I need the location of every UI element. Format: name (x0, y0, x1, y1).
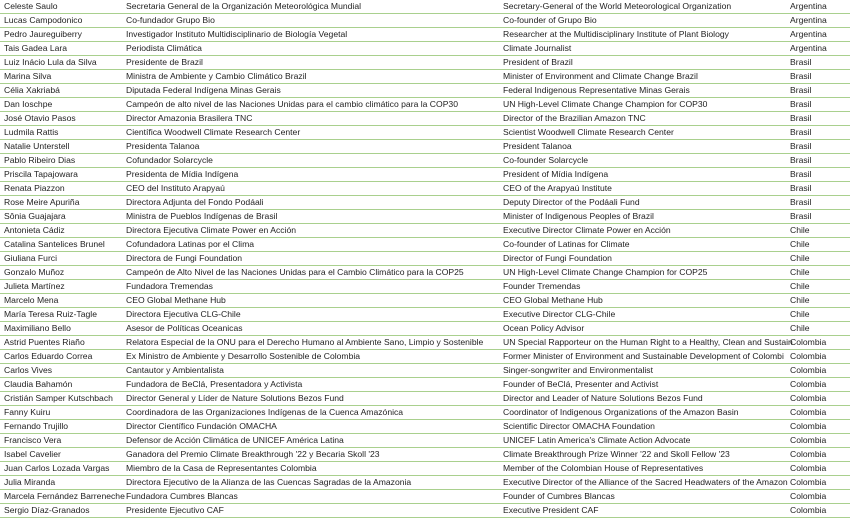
cell-country[interactable]: Brasil (790, 141, 812, 151)
cell-role-es[interactable]: Director General y Líder de Nature Solutions Bezos Fund (126, 393, 344, 403)
cell-name[interactable]: Pablo Ribeiro Dias (4, 155, 76, 165)
cell-name[interactable]: Natalie Unterstell (4, 141, 70, 151)
cell-country[interactable]: Brasil (790, 211, 812, 221)
cell-role-es[interactable]: Presidente Ejecutivo CAF (126, 505, 224, 515)
cell-role-en[interactable]: Member of the Colombian House of Representatives (503, 463, 704, 473)
cell-role-es[interactable]: Campeón de Alto Nivel de las Naciones Unidas para el Cambio Climático para la COP25 (126, 267, 464, 277)
cell-role-es[interactable]: Asesor de Políticas Oceanicas (126, 323, 243, 333)
cell-name[interactable]: Cristián Samper Kutschbach (4, 393, 113, 403)
cell-role-en[interactable]: Former Minister of Environment and Sustainable Development of Colombi (503, 351, 784, 361)
cell-name[interactable]: Renata Piazzon (4, 183, 65, 193)
cell-country[interactable]: Chile (790, 309, 810, 319)
cell-role-en[interactable]: Researcher at the Multidisciplinary Institute of Plant Biology (503, 29, 729, 39)
cell-role-en[interactable]: UN Special Rapporteur on the Human Right to a Healthy, Clean and Sustain (503, 337, 793, 347)
cell-name[interactable]: Priscila Tapajowara (4, 169, 78, 179)
table-row (0, 28, 850, 42)
cell-role-es[interactable]: Directora de Fungi Foundation (126, 253, 243, 263)
table-row (0, 42, 850, 56)
cell-name[interactable]: Claudia Bahamón (4, 379, 73, 389)
cell-role-en[interactable]: Scientist Woodwell Climate Research Center (503, 127, 674, 137)
cell-role-es[interactable]: Cofundadora Latinas por el Clima (126, 239, 255, 249)
table-row (0, 210, 850, 224)
cell-name[interactable]: María Teresa Ruiz-Tagle (4, 309, 97, 319)
cell-role-es[interactable]: Presidente de Brazil (126, 57, 203, 67)
cell-role-en[interactable]: Founder Tremendas (503, 281, 581, 291)
cell-role-en[interactable]: Executive Director of the Alliance of the Sacred Headwaters of the Amazon (503, 477, 788, 487)
cell-role-es[interactable]: Co-fundador Grupo Bio (126, 15, 215, 25)
table-row (0, 84, 850, 98)
table-row (0, 182, 850, 196)
cell-role-es[interactable]: Relatora Especial de la ONU para el Derecho Humano al Ambiente Sano, Limpio y Sostenible (126, 337, 484, 347)
cell-country[interactable]: Brasil (790, 169, 812, 179)
cell-country[interactable]: Colombia (790, 337, 827, 347)
table-row (0, 196, 850, 210)
cell-name[interactable]: Luiz Inácio Lula da Silva (4, 57, 97, 67)
cell-country[interactable]: Colombia (790, 463, 827, 473)
cell-role-es[interactable]: Directora Ejecutivo de la Alianza de las Cuencas Sagradas de la Amazonia (126, 477, 412, 487)
cell-country[interactable]: Brasil (790, 99, 812, 109)
cell-country[interactable]: Argentina (790, 29, 827, 39)
cell-role-en[interactable]: Singer-songwriter and Environmentalist (503, 365, 653, 375)
cell-role-en[interactable]: CEO of the Arapyaú Institute (503, 183, 612, 193)
cell-country[interactable]: Colombia (790, 379, 827, 389)
cell-role-es[interactable]: Ministra de Pueblos Indígenas de Brasil (126, 211, 278, 221)
cell-name[interactable]: Julieta Martínez (4, 281, 65, 291)
table-row (0, 168, 850, 182)
cell-country[interactable]: Colombia (790, 393, 827, 403)
cell-role-en[interactable]: UN High-Level Climate Change Champion for COP30 (503, 99, 708, 109)
cell-country[interactable]: Brasil (790, 71, 812, 81)
cell-role-es[interactable]: Ex Ministro de Ambiente y Desarrollo Sostenible de Colombia (126, 351, 361, 361)
cell-role-es[interactable]: Ganadora del Premio Climate Breakthrough '22 y Becaria Skoll '23 (126, 449, 380, 459)
cell-name[interactable]: Fanny Kuiru (4, 407, 51, 417)
cell-role-es[interactable]: CEO Global Methane Hub (126, 295, 226, 305)
cell-country[interactable]: Chile (790, 323, 810, 333)
table-row (0, 266, 850, 280)
cell-country[interactable]: Brasil (790, 127, 812, 137)
cell-role-en[interactable]: Director and Leader of Nature Solutions Bezos Fund (503, 393, 703, 403)
table-row (0, 14, 850, 28)
cell-role-en[interactable]: Executive Director CLG-Chile (503, 309, 616, 319)
cell-country[interactable]: Brasil (790, 57, 812, 67)
cell-name[interactable]: Marina Silva (4, 71, 52, 81)
cell-role-en[interactable]: CEO Global Methane Hub (503, 295, 603, 305)
cell-role-en[interactable]: Deputy Director of the Podáali Fund (503, 197, 640, 207)
cell-name[interactable]: Marcelo Mena (4, 295, 59, 305)
table-row (0, 140, 850, 154)
table-row (0, 406, 850, 420)
cell-role-es[interactable]: Directora Adjunta del Fondo Podáali (126, 197, 264, 207)
table-row (0, 378, 850, 392)
cell-role-en[interactable]: UNICEF Latin America's Climate Action Advocate (503, 435, 691, 445)
cell-role-es[interactable]: Fundadora Cumbres Blancas (126, 491, 238, 501)
cell-role-en[interactable]: Climate Journalist (503, 43, 572, 53)
cell-country[interactable]: Brasil (790, 85, 812, 95)
cell-country[interactable]: Argentina (790, 15, 827, 25)
cell-role-en[interactable]: Executive President CAF (503, 505, 599, 515)
cell-country[interactable]: Chile (790, 225, 810, 235)
table-row (0, 98, 850, 112)
table-row (0, 280, 850, 294)
cell-country[interactable]: Chile (790, 281, 810, 291)
cell-role-en[interactable]: Co-founder of Grupo Bio (503, 15, 597, 25)
cell-name[interactable]: Isabel Cavelier (4, 449, 61, 459)
cell-role-es[interactable]: CEO del Instituto Arapyaú (126, 183, 225, 193)
cell-role-es[interactable]: Fundadora Tremendas (126, 281, 213, 291)
cell-name[interactable]: Juan Carlos Lozada Vargas (4, 463, 110, 473)
cell-name[interactable]: Ludmila Rattis (4, 127, 59, 137)
cell-country[interactable]: Brasil (790, 183, 812, 193)
cell-role-es[interactable]: Coordinadora de las Organizaciones Indígenas de la Cuenca Amazónica (126, 407, 404, 417)
cell-role-es[interactable]: Director Amazonia Brasilera TNC (126, 113, 253, 123)
cell-country[interactable]: Colombia (790, 421, 827, 431)
cell-name[interactable]: Astrid Puentes Riaño (4, 337, 85, 347)
cell-country[interactable]: Colombia (790, 407, 827, 417)
cell-role-en[interactable]: UN High-Level Climate Change Champion for COP25 (503, 267, 708, 277)
cell-name[interactable]: Tais Gadea Lara (4, 43, 68, 53)
cell-role-en[interactable]: President Talanoa (503, 141, 572, 151)
cell-role-es[interactable]: Científica Woodwell Climate Research Center (126, 127, 301, 137)
table-row (0, 350, 850, 364)
cell-role-es[interactable]: Cantautor y Ambientalista (126, 365, 224, 375)
cell-name[interactable]: Celeste Saulo (4, 1, 58, 11)
cell-country[interactable]: Colombia (790, 491, 827, 501)
cell-role-en[interactable]: Ocean Policy Advisor (503, 323, 585, 333)
table-row (0, 70, 850, 84)
cell-country[interactable]: Argentina (790, 1, 827, 11)
cell-country[interactable]: Brasil (790, 197, 812, 207)
table-row (0, 308, 850, 322)
table-row (0, 56, 850, 70)
cell-name[interactable]: Giuliana Furci (4, 253, 58, 263)
table-row (0, 112, 850, 126)
table-row (0, 252, 850, 266)
table-row (0, 126, 850, 140)
cell-role-en[interactable]: Coordinator of Indigenous Organizations of the Amazon Basin (503, 407, 739, 417)
cell-name[interactable]: Marcela Fernández Barreneche (4, 491, 125, 501)
cell-country[interactable]: Colombia (790, 435, 827, 445)
table-row (0, 504, 850, 518)
cell-role-es[interactable]: Cofundador Solarcycle (126, 155, 213, 165)
cell-country[interactable]: Colombia (790, 449, 827, 459)
cell-role-en[interactable]: Co-founder of Latinas for Climate (503, 239, 630, 249)
cell-name[interactable]: Antonieta Cádiz (4, 225, 65, 235)
table-row (0, 224, 850, 238)
cell-role-es[interactable]: Ministra de Ambiente y Cambio Climático Brazil (126, 71, 307, 81)
cell-role-es[interactable]: Directora Ejecutiva Climate Power en Acción (126, 225, 297, 235)
cell-role-en[interactable]: Founder of Cumbres Blancas (503, 491, 615, 501)
cell-role-en[interactable]: Co-founder Solarcycle (503, 155, 589, 165)
cell-country[interactable]: Chile (790, 267, 810, 277)
cell-name[interactable]: José Otavio Pasos (4, 113, 76, 123)
cell-role-en[interactable]: Minister of Indigenous Peoples of Brazil (503, 211, 654, 221)
cell-role-en[interactable]: Minister of Environment and Climate Change Brazil (503, 71, 698, 81)
cell-role-es[interactable]: Secretaria General de la Organización Meteorológica Mundial (126, 1, 362, 11)
cell-role-en[interactable]: Secretary-General of the World Meteorological Organization (503, 1, 732, 11)
table-row (0, 336, 850, 350)
cell-name[interactable]: Rose Meire Apuriña (4, 197, 80, 207)
table-row (0, 364, 850, 378)
cell-name[interactable]: Maximiliano Bello (4, 323, 71, 333)
cell-name[interactable]: Lucas Campodonico (4, 15, 83, 25)
cell-role-es[interactable]: Directora Ejecutiva CLG-Chile (126, 309, 241, 319)
cell-role-es[interactable]: Fundadora de BeClá, Presentadora y Activista (126, 379, 303, 389)
cell-role-es[interactable]: Director Científico Fundación OMACHA (126, 421, 277, 431)
cell-role-en[interactable]: Climate Breakthrough Prize Winner '22 and Skoll Fellow '23 (503, 449, 730, 459)
cell-role-es[interactable]: Investigador Instituto Multidisciplinario de Biología Vegetal (126, 29, 348, 39)
cell-role-en[interactable]: Director of the Brazilian Amazon TNC (503, 113, 646, 123)
cell-country[interactable]: Argentina (790, 43, 827, 53)
cell-name[interactable]: Célia Xakriabá (4, 85, 60, 95)
cell-country[interactable]: Colombia (790, 351, 827, 361)
cell-country[interactable]: Colombia (790, 365, 827, 375)
cell-role-en[interactable]: President of Brazil (503, 57, 573, 67)
cell-role-en[interactable]: Scientific Director OMACHA Foundation (503, 421, 655, 431)
table-row (0, 462, 850, 476)
cell-name[interactable]: Carlos Vives (4, 365, 53, 375)
table-row (0, 476, 850, 490)
cell-country[interactable]: Brasil (790, 113, 812, 123)
cell-name[interactable]: Pedro Jaureguiberry (4, 29, 82, 39)
table-row (0, 154, 850, 168)
cell-name[interactable]: Dan Ioschpe (4, 99, 53, 109)
cell-role-en[interactable]: Executive Director Climate Power en Acción (503, 225, 671, 235)
cell-country[interactable]: Colombia (790, 505, 827, 515)
table-row (0, 238, 850, 252)
cell-name[interactable]: Catalina Santelices Brunel (4, 239, 105, 249)
cell-name[interactable]: Francisco Vera (4, 435, 62, 445)
cell-country[interactable]: Chile (790, 239, 810, 249)
table-row (0, 322, 850, 336)
cell-role-en[interactable]: Federal Indigenous Representative Minas Gerais (503, 85, 690, 95)
table-row (0, 434, 850, 448)
cell-country[interactable]: Chile (790, 295, 810, 305)
cell-role-es[interactable]: Defensor de Acción Climática de UNICEF América Latina (126, 435, 344, 445)
cell-name[interactable]: Gonzalo Muñoz (4, 267, 65, 277)
cell-country[interactable]: Colombia (790, 477, 827, 487)
cell-name[interactable]: Sônia Guajajara (4, 211, 66, 221)
table-row (0, 448, 850, 462)
table-row (0, 420, 850, 434)
cell-role-es[interactable]: Presidenta Talanoa (126, 141, 200, 151)
table-row (0, 294, 850, 308)
cell-name[interactable]: Julia Miranda (4, 477, 56, 487)
cell-role-en[interactable]: Founder of BeClá, Presenter and Activist (503, 379, 659, 389)
cell-role-en[interactable]: Director of Fungi Foundation (503, 253, 612, 263)
cell-country[interactable]: Chile (790, 253, 810, 263)
table-row (0, 392, 850, 406)
cell-role-es[interactable]: Periodista Climática (126, 43, 202, 53)
table-row (0, 490, 850, 504)
table-row (0, 0, 850, 14)
cell-name[interactable]: Carlos Eduardo Correa (4, 351, 93, 361)
cell-country[interactable]: Brasil (790, 155, 812, 165)
cell-role-es[interactable]: Miembro de la Casa de Representantes Colombia (126, 463, 317, 473)
cell-role-es[interactable]: Presidenta de Mídia Indígena (126, 169, 239, 179)
cell-role-es[interactable]: Diputada Federal Indígena Minas Gerais (126, 85, 281, 95)
cell-role-en[interactable]: President of Mídia Indígena (503, 169, 609, 179)
cell-name[interactable]: Sergio Díaz-Granados (4, 505, 90, 515)
cell-role-es[interactable]: Campeón de alto nivel de las Naciones Unidas para el cambio climático para la COP30 (126, 99, 458, 109)
cell-name[interactable]: Fernando Trujillo (4, 421, 69, 431)
